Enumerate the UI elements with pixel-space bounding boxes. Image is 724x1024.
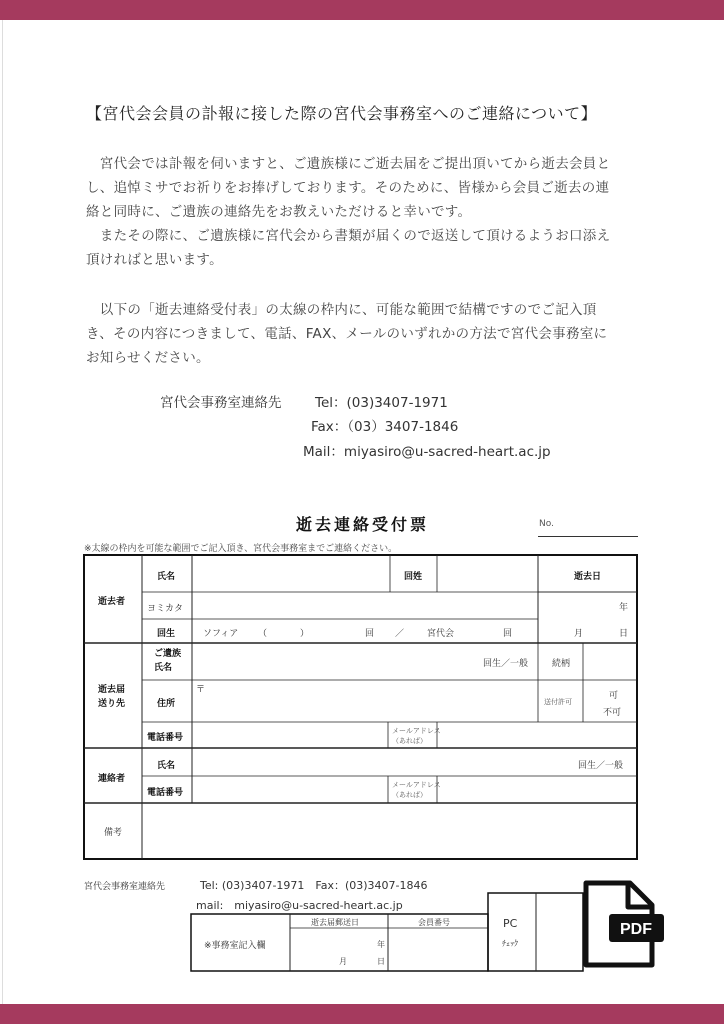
address-label: 住所 — [157, 699, 176, 709]
footer-day-label: 日 — [377, 957, 385, 966]
instruction-line: 以下の「逝去連絡受付表」の太線の枠内に、可能な範囲で結構ですのでご記入頂 — [86, 302, 597, 318]
footer-month-label: 月 — [339, 957, 347, 966]
family-name-label: ご遺族 氏名 — [154, 649, 182, 673]
contact-label: 宮代会事務室連絡先 — [160, 395, 282, 411]
intro-paragraph — [86, 152, 642, 272]
month-label: 月 — [574, 629, 584, 639]
pc-label: PC — [503, 917, 518, 930]
slash-label: ／ — [395, 629, 405, 639]
contact-phone-label: 電話番号 — [147, 788, 184, 798]
kaiki-label: 回姓 — [404, 572, 423, 582]
sophia-label: ソフィア — [203, 629, 239, 639]
footer-tel-fax: Tel: (03)3407-1971 Fax：(03)3407-1846 — [200, 879, 428, 892]
name-label: 氏名 — [157, 572, 176, 582]
form-title: 逝去連絡受付票 — [296, 515, 430, 534]
instruction-line: き、その内容につきまして、電話、FAX、メールのいずれかの方法で宮代会事務室に — [86, 326, 608, 342]
yomikata-label: ヨミカタ — [147, 604, 184, 614]
year-label: 年 — [619, 603, 629, 613]
intro-line: 頂ければと思います。 — [86, 252, 223, 268]
contact-tel: Tel：(03)3407-1971 — [315, 395, 448, 411]
instruction-paragraph — [86, 298, 642, 370]
footer-office-label: 宮代会事務室連絡先 — [84, 882, 166, 892]
relation-label: 続柄 — [552, 659, 571, 669]
phone-label: 電話番号 — [147, 733, 184, 743]
pdf-label: PDF — [620, 921, 652, 938]
miyashirokai-label: 宮代会 — [427, 629, 455, 639]
intro-line: またその際に、ご遺族様に宮代会から書類が届くので返送して頂けるようお口添え — [86, 228, 611, 244]
form-number-label: No. — [539, 519, 554, 529]
footer-mail[interactable]: mail: miyasiro@u-sacred-heart.ac.jp — [196, 899, 403, 912]
ka-label: 可 — [609, 691, 619, 701]
pdf-file-icon[interactable] — [580, 880, 664, 970]
deceased-label: 逝去者 — [98, 597, 126, 607]
kai-label: 回 — [365, 629, 375, 639]
remarks-label: 備考 — [104, 828, 123, 838]
paren-open: （ — [258, 629, 268, 639]
member-number-label: 会員番号 — [418, 918, 450, 927]
left-border — [2, 20, 3, 1004]
contact-email-label: メールアドレス （あれば） — [392, 781, 441, 799]
paren-close: ） — [300, 629, 310, 639]
contact-fax: Fax：（03）3407-1846 — [311, 419, 459, 435]
send-date-label: 逝去届郵送日 — [311, 918, 359, 927]
kaisei-label: 回生 — [157, 629, 176, 639]
contact-mail[interactable]: Mail：miyasiro@u-sacred-heart.ac.jp — [303, 444, 551, 460]
day-label: 日 — [619, 629, 629, 639]
form-number-line — [538, 536, 638, 537]
death-date-label: 逝去日 — [574, 572, 602, 582]
bottom-band — [0, 1004, 724, 1024]
check-label: ﾁｪｯｸ — [502, 939, 518, 948]
postal-mark: 〒 — [196, 685, 206, 695]
contact-name-label: 氏名 — [157, 761, 176, 771]
top-band — [0, 0, 724, 20]
email-label: メールアドレス （あれば） — [392, 727, 441, 745]
form-note: ※太線の枠内を可能な範囲でご記入頂き、宮代会事務室までご連絡ください。 — [84, 544, 398, 554]
intro-line: し、追悼ミサでお祈りをお捧げしております。そのために、皆様から会員ご逝去の連 — [86, 180, 610, 196]
contact-person-label: 連絡者 — [98, 774, 126, 784]
contact-kaisei-general: 回生／一般 — [578, 761, 624, 771]
footer-year-label: 年 — [377, 940, 385, 949]
office-use-label: ※事務室記入欄 — [204, 941, 266, 951]
send-permission-label: 送付許可 — [544, 698, 572, 706]
intro-line: 絡と同時に、ご遺族の連絡先をお教えいただけると幸いです。 — [86, 204, 472, 220]
instruction-line: お知らせください。 — [86, 350, 210, 366]
page-heading: 【宮代会会員の訃報に接した際の宮代会事務室へのご連絡について】 — [86, 104, 598, 123]
kai-label-2: 回 — [503, 629, 513, 639]
fuka-label: 不可 — [603, 708, 622, 718]
family-kaisei-general: 回生／一般 — [483, 659, 529, 669]
send-to-label: 逝去届 送り先 — [98, 685, 126, 709]
intro-line: 宮代会では訃報を伺いますと、ご遺族様にご逝去届をご提出頂いてから逝去会員と — [86, 156, 611, 172]
